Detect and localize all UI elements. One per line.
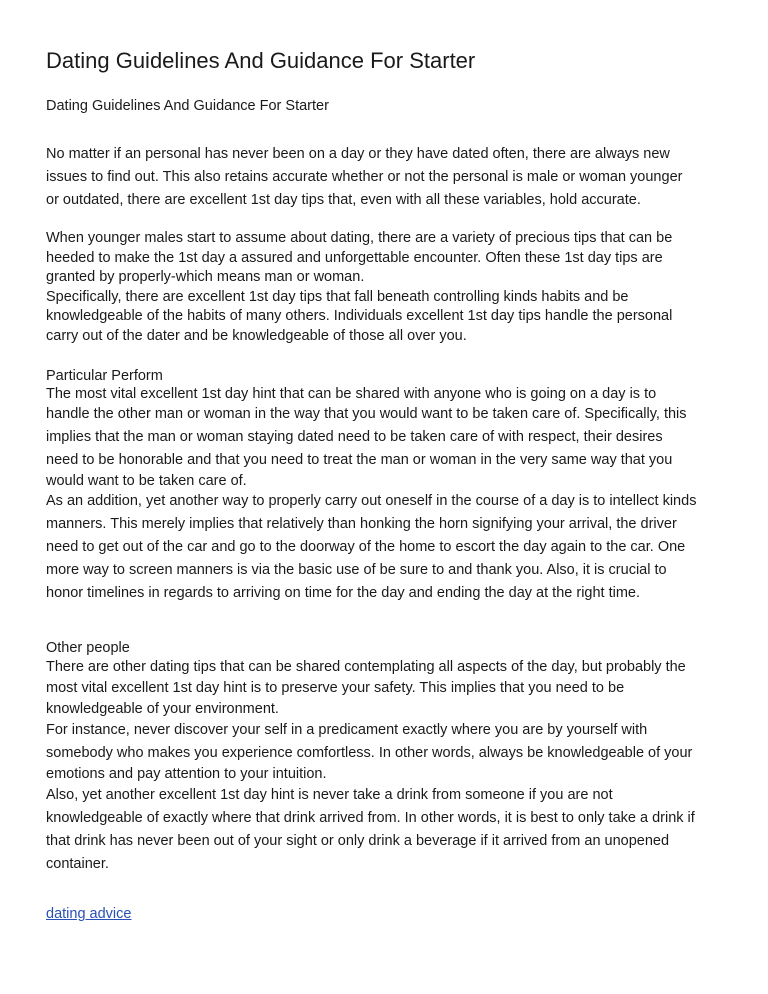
document-title: Dating Guidelines And Guidance For Starter (46, 48, 476, 73)
paragraph-line: Specifically, there are excellent 1st day tips that fall beneath controlling kinds habits and be (46, 288, 629, 305)
paragraph-line: most vital excellent 1st day hint is to preserve your safety. This implies that you need to be (46, 680, 625, 696)
section-particular-perform (46, 367, 736, 605)
paragraph-line: issues to find out. This also retains accurate whether or not the personal is male or woman younger (46, 169, 683, 185)
paragraph-line: knowledgeable of exactly where that drink arrived from. In other words, it is best to only take a drink if (46, 810, 695, 826)
paragraph-line: knowledgeable of your environment. (46, 701, 279, 717)
section-heading: Particular Perform (46, 368, 163, 384)
paragraph-line: knowledgeable of the habits of many others. Individuals excellent 1st day tips handle the personal (46, 308, 673, 324)
paragraph-line: container. (46, 856, 109, 872)
paragraph-intro (46, 143, 736, 212)
paragraph-line: implies that the man or woman staying dated need to be taken care of with respect, their desires (46, 429, 663, 445)
paragraph-line: honor timelines in regards to arriving on time for the day and ending the day at the right time. (46, 585, 641, 601)
paragraph-line: carry out of the dater and be knowledgeable of those all over you. (46, 327, 467, 344)
paragraph-line: that drink has never been out of your sight or only drink a beverage if it arrived from an unopened (46, 833, 670, 849)
section-heading: Other people (46, 640, 130, 656)
paragraph-line: When younger males start to assume about dating, there are a variety of precious tips that can be (46, 230, 673, 246)
paragraph-younger-males (46, 229, 736, 346)
paragraph-line: For instance, never discover your self in a predicament exactly where you are by yourself with (46, 722, 648, 738)
paragraph-line: No matter if an personal has never been on a day or they have dated often, there are always new (46, 146, 670, 162)
document-subtitle: Dating Guidelines And Guidance For Starter (46, 98, 329, 114)
paragraph-line: emotions and pay attention to your intuition. (46, 766, 327, 782)
paragraph-line: The most vital excellent 1st day hint that can be shared with anyone who is going on a day is to (46, 386, 657, 402)
paragraph-line: or outdated, there are excellent 1st day tips that, even with all these variables, hold accurate. (46, 192, 641, 208)
section-other-people (46, 639, 736, 876)
paragraph-line: There are other dating tips that can be shared contemplating all aspects of the day, but probably the (46, 659, 686, 675)
paragraph-line: handle the other man or woman in the way that you would want to be taken care of. Specifically, this (46, 406, 687, 422)
paragraph-line: manners. This merely implies that relatively than honking the horn signifying your arrival, the driver (46, 516, 677, 532)
paragraph-line: As an addition, yet another way to properly carry out oneself in the course of a day is to intellect kinds (46, 493, 697, 509)
dating-advice-link[interactable]: dating advice (46, 906, 132, 922)
paragraph-line: granted by properly-which means man or woman. (46, 269, 365, 285)
paragraph-line: heeded to make the 1st day a assured and unforgettable encounter. Often these 1st day tips are (46, 249, 663, 266)
paragraph-line: Also, yet another excellent 1st day hint is never take a drink from someone if you are not (46, 787, 613, 803)
paragraph-line: somebody who makes you experience comfortless. In other words, always be knowledgeable of your (46, 745, 693, 761)
paragraph-line: more way to screen manners is via the basic use of be sure to and thank you. Also, it is crucial to (46, 562, 667, 578)
paragraph-line: would want to be taken care of. (46, 473, 247, 489)
paragraph-line: need to be honorable and that you need to treat the man or woman in the very same way that you (46, 452, 673, 468)
paragraph-line: need to get out of the car and go to the doorway of the home to escort the day again to the car. One (46, 539, 686, 555)
